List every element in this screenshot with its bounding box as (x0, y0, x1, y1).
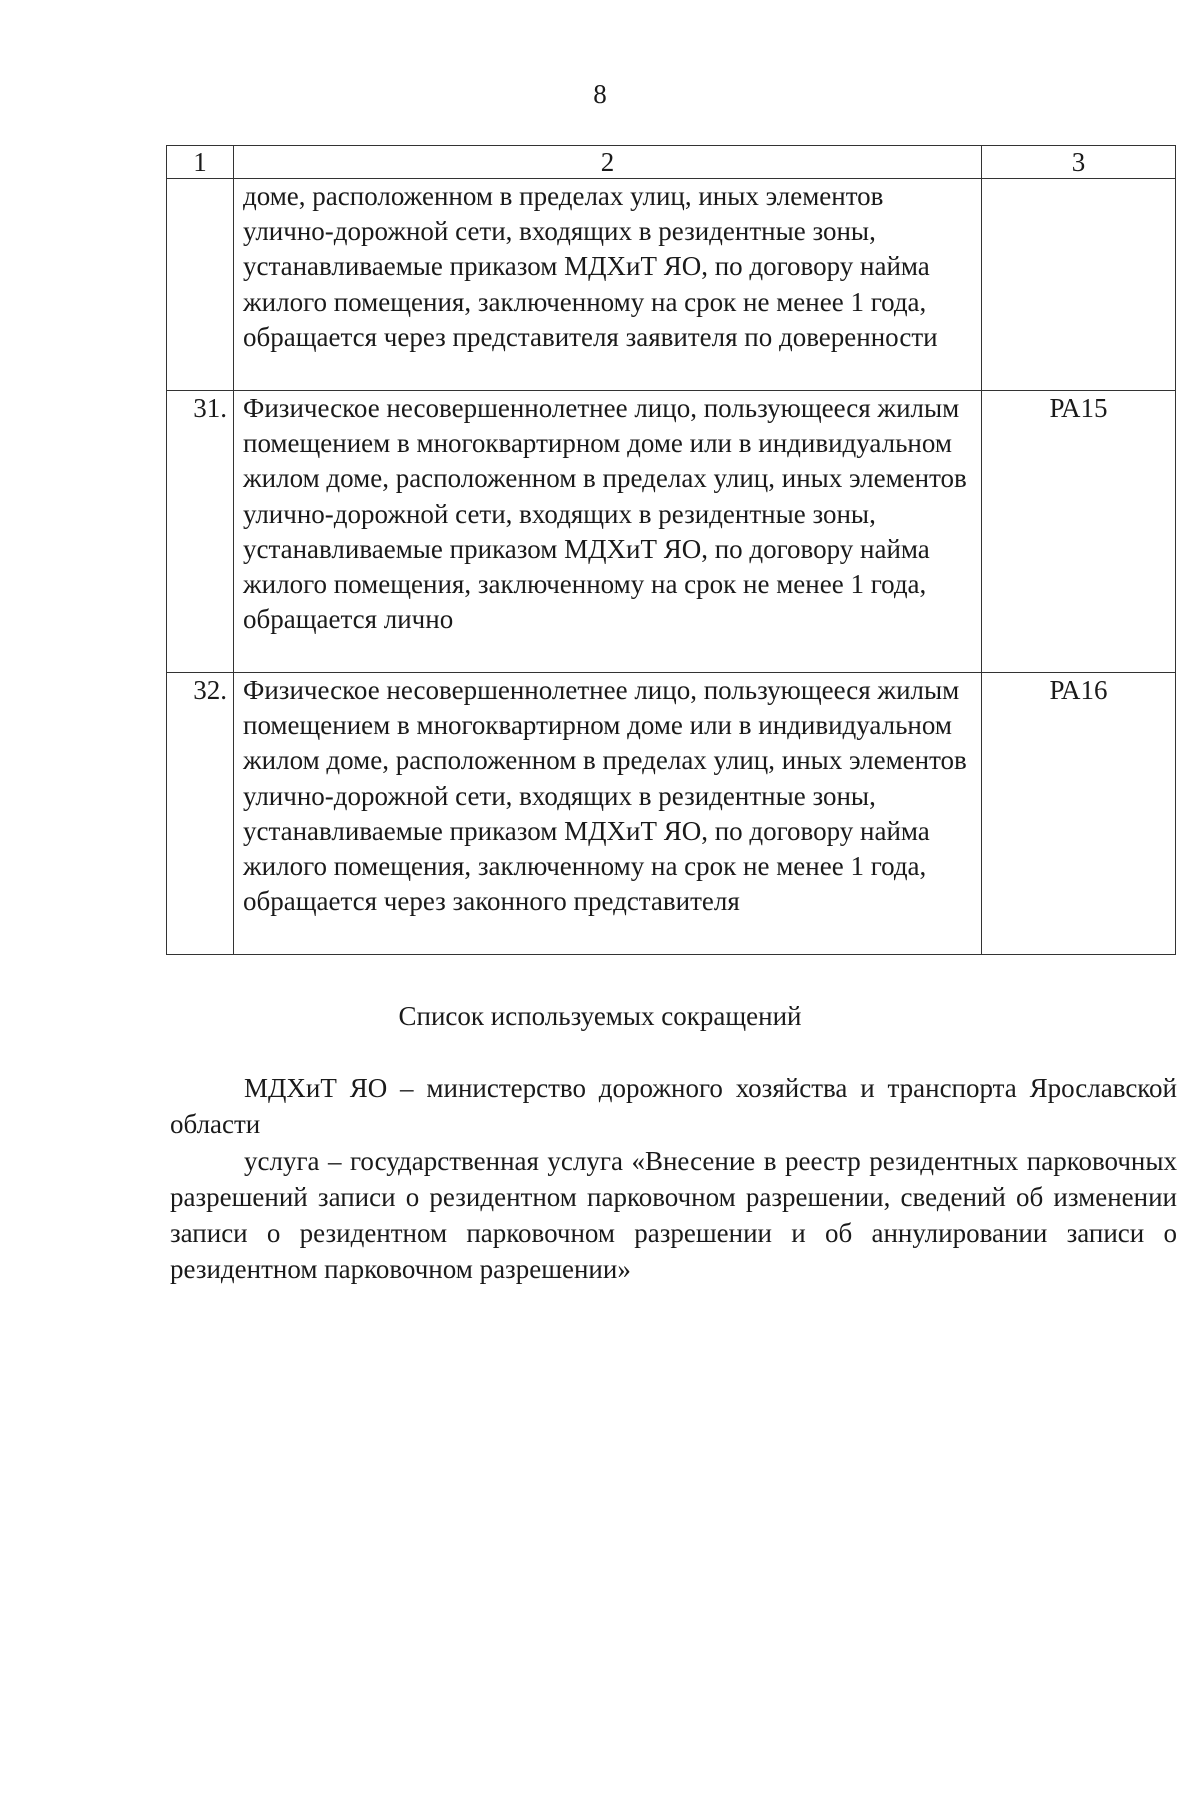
page-number: 8 (593, 79, 607, 109)
row-description: Физическое несовершеннолетнее лицо, пользующееся жилым помещением в многоквартирном доме или в индивидуальном жилом доме, расположенном в пределах улиц, иных элементов улично-дорожной сети, входящих в резидентные зоны, устанавливаемые приказом МДХиТ ЯО, по договору найма жилого помещения, заключенному на срок не менее 1 года, обращается лично (234, 391, 982, 673)
row-description: Физическое несовершеннолетнее лицо, пользующееся жилым помещением в многоквартирном доме или в индивидуальном жилом доме, расположенном в пределах улиц, иных элементов улично-дорожной сети, входящих в резидентные зоны, устанавливаемые приказом МДХиТ ЯО, по договору найма жилого помещения, заключенному на срок не менее 1 года, обращается через законного представителя (234, 673, 982, 955)
column-header-1: 1 (167, 146, 234, 179)
table-header-row (167, 146, 1176, 179)
abbreviations-title: Список используемых сокращений (398, 1001, 802, 1031)
table-row (167, 673, 1176, 955)
column-header-2: 2 (234, 146, 982, 179)
row-code: РА16 (982, 673, 1176, 955)
row-number: 31. (167, 391, 234, 673)
abbreviation-item: МДХиТ ЯО – министерство дорожного хозяйства и транспорта Ярославской области (170, 1073, 1177, 1139)
row-number (167, 179, 234, 391)
row-code: РА15 (982, 391, 1176, 673)
services-table (166, 145, 1176, 955)
row-description: доме, расположенном в пределах улиц, иных элементов улично-дорожной сети, входящих в резидентные зоны, устанавливаемые приказом МДХиТ ЯО, по договору найма жилого помещения, заключенному на срок не менее 1 года, обращается через представителя заявителя по доверенности (234, 179, 982, 391)
abbreviation-item: услуга – государственная услуга «Внесение в реестр резидентных парковочных разрешений записи о резидентном парковочном разрешении, сведений об изменении записи о резидентном парковочном разрешении и об аннулировании записи о резидентном парковочном разрешении» (170, 1146, 1177, 1284)
row-number: 32. (167, 673, 234, 955)
column-header-3: 3 (982, 146, 1176, 179)
row-code (982, 179, 1176, 391)
table-row (167, 391, 1176, 673)
table-row (167, 179, 1176, 391)
